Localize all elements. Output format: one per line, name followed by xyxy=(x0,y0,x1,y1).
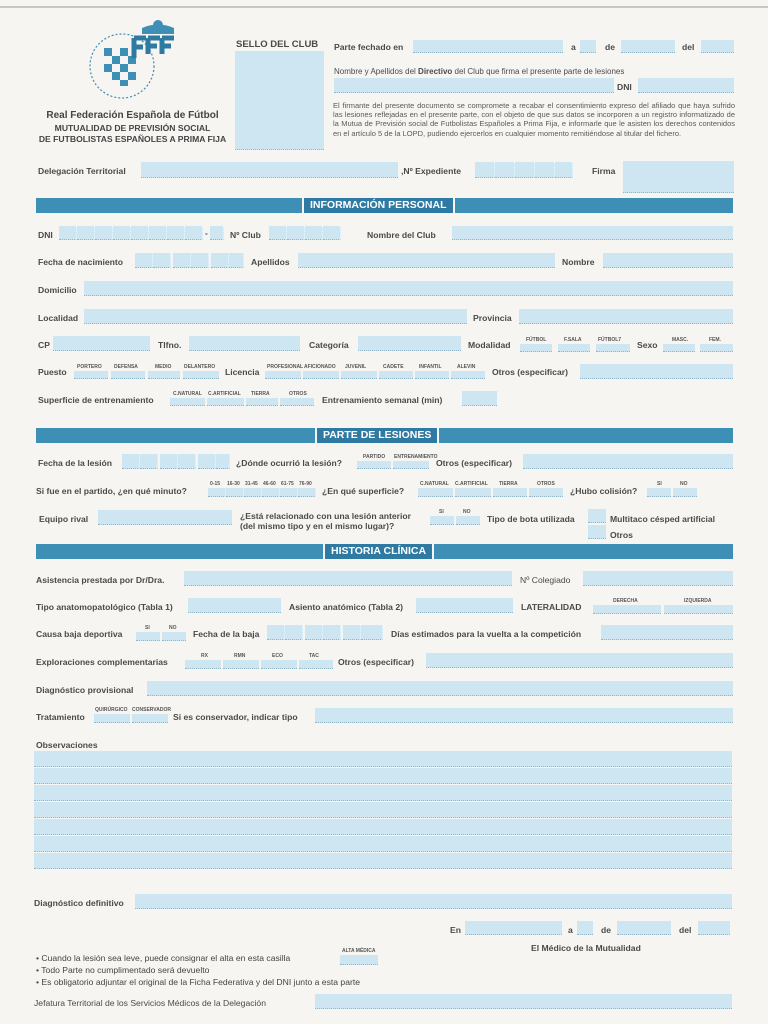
trat-opt-quirurgico: QUIRÚRGICO xyxy=(95,707,128,713)
colision-box-si[interactable] xyxy=(647,488,671,497)
fecha-lesion-cell[interactable] xyxy=(122,454,140,469)
sup-lesion-box-artificial[interactable] xyxy=(455,488,491,497)
fecha-baja-cell[interactable] xyxy=(361,625,383,640)
observaciones-line[interactable] xyxy=(34,836,732,852)
dni-cell[interactable] xyxy=(77,226,95,240)
superficie-box-otros[interactable] xyxy=(280,398,314,406)
otros-expl-field[interactable] xyxy=(426,653,733,668)
superficie-opt-artificial: C.ARTIFICIAL xyxy=(208,391,241,397)
dni-dash: - xyxy=(205,228,208,238)
localidad-label: Localidad xyxy=(38,313,79,323)
note-devuelto: • Todo Parte no cumplimentado será devuelto xyxy=(36,965,210,975)
fecha-baja-label: Fecha de la baja xyxy=(193,629,260,639)
superficie-box-artificial[interactable] xyxy=(207,398,244,406)
asiento-label: Asiento anatómico (Tabla 2) xyxy=(289,602,403,612)
otros-puesto-label: Otros (especificar) xyxy=(492,367,568,377)
superficie-label: Superficie de entrenamiento xyxy=(38,395,154,405)
licencia-box-infantil[interactable] xyxy=(415,371,449,379)
month-field[interactable] xyxy=(621,40,675,53)
tlfno-label: Tlfno. xyxy=(158,340,182,350)
equipo-rival-field[interactable] xyxy=(98,510,232,525)
consent-text: El firmante del presente documento se compromete a recabar el consentimiento expreso del afiliado que haya sufrido las lesiones reflejadas en el presente parte, con el objeto de que sus datos se incorporen a un registro informatizado de la Mutua de Previsión social de Futbolistas Españoles a Prima Fija, e informarle que le asisten los derechos contenidos en el artículo 5 de la LOPD, pudiendo ejercerlos en cualquier momento remitiéndose al titular del fichero. xyxy=(333,101,735,138)
footer-a-label: a xyxy=(568,925,573,935)
multitaco-box[interactable] xyxy=(588,509,606,523)
licencia-label: Licencia xyxy=(225,367,260,377)
diag-prov-label: Diagnóstico provisional xyxy=(36,685,134,695)
note-adjuntar: • Es obligatorio adjuntar el original de la Ficha Federativa y del DNI junto a esta parte xyxy=(36,977,361,987)
expl-box-rmn[interactable] xyxy=(223,660,259,669)
club-cell[interactable] xyxy=(305,226,323,240)
otros-donde-label: Otros (especificar) xyxy=(436,458,512,468)
birth-cell[interactable] xyxy=(211,253,229,268)
modalidad-opt-fsala: F.SALA xyxy=(564,337,582,343)
asistencia-field[interactable] xyxy=(184,571,512,586)
birth-cell[interactable] xyxy=(229,253,244,268)
licencia-opt-juvenil: JUVENIL xyxy=(345,364,367,370)
superficie-box-natural[interactable] xyxy=(170,398,205,406)
day-field[interactable] xyxy=(580,40,596,53)
otros-bota-box[interactable] xyxy=(588,525,606,539)
entrenamiento-field[interactable] xyxy=(462,391,497,406)
donde-box-partido[interactable] xyxy=(357,461,391,469)
footer-del-label: del xyxy=(679,925,692,935)
jefatura-label: Jefatura Territorial de los Servicios Médicos de la Delegación xyxy=(34,998,266,1008)
colegiado-label: Nº Colegiado xyxy=(520,575,571,585)
birth-cell[interactable] xyxy=(173,253,191,268)
no-club-label: Nº Club xyxy=(230,230,261,240)
fecha-baja-cell[interactable] xyxy=(323,625,341,640)
relacionado-box-no[interactable] xyxy=(456,516,480,525)
dni-cell[interactable] xyxy=(113,226,131,240)
expediente-cell[interactable] xyxy=(555,162,573,178)
alta-medica-label: ALTA MÉDICA xyxy=(342,948,376,954)
note-leve: • Cuando la lesión sea leve, puede consignar el alta en esta casilla xyxy=(36,953,291,963)
expediente-cell[interactable] xyxy=(495,162,515,178)
expediente-cell[interactable] xyxy=(535,162,555,178)
licencia-box-alevin[interactable] xyxy=(451,371,485,379)
licencia-box-cadete[interactable] xyxy=(379,371,413,379)
minuto-box[interactable] xyxy=(226,488,244,497)
relacionado-opt-no: NO xyxy=(463,509,471,515)
dni-label: DNI xyxy=(38,230,53,240)
puesto-label: Puesto xyxy=(38,367,67,377)
alta-medica-box[interactable] xyxy=(340,955,378,965)
exploraciones-label: Exploraciones complementarias xyxy=(36,657,168,667)
fecha-lesion-cell[interactable] xyxy=(198,454,216,469)
relacionado-label-1: ¿Está relacionado con una lesión anterior xyxy=(240,511,411,521)
expl-opt-tac: TAC xyxy=(309,653,319,659)
puesto-opt-defensa: DEFENSA xyxy=(114,364,138,370)
scan-edge-line xyxy=(0,6,768,8)
footer-de-label: de xyxy=(601,925,612,935)
causa-opt-no: NO xyxy=(169,625,177,631)
sup-lesion-opt-natural: C.NATURAL xyxy=(420,481,449,487)
causa-box-si[interactable] xyxy=(136,632,160,641)
otros-donde-field[interactable] xyxy=(523,454,733,469)
expediente-cell[interactable] xyxy=(475,162,495,178)
donde-box-entrenamiento[interactable] xyxy=(393,461,429,469)
fecha-lesion-cell[interactable] xyxy=(178,454,196,469)
puesto-box-medio[interactable] xyxy=(148,371,180,379)
footer-year-field[interactable] xyxy=(698,921,730,935)
apellidos-field[interactable] xyxy=(298,253,555,268)
trat-box-conservador[interactable] xyxy=(132,714,168,723)
minuto-box[interactable] xyxy=(298,488,316,497)
fecha-lesion-label: Fecha de la lesión xyxy=(38,458,113,468)
modalidad-box-futbol[interactable] xyxy=(520,344,552,352)
relacionado-box-si[interactable] xyxy=(430,516,454,525)
sexo-box-fem[interactable] xyxy=(700,344,733,352)
minuto-opt: 31-45 xyxy=(245,481,258,487)
delegacion-label: Delegación Territorial xyxy=(38,166,126,176)
superficie-opt-otros: OTROS xyxy=(289,391,307,397)
causa-box-no[interactable] xyxy=(162,632,186,641)
birth-cell[interactable] xyxy=(135,253,153,268)
licencia-box-juvenil[interactable] xyxy=(341,371,377,379)
club-cell[interactable] xyxy=(287,226,305,240)
section-band-personal xyxy=(36,198,733,213)
puesto-box-portero[interactable] xyxy=(74,371,108,379)
minuto-box[interactable] xyxy=(280,488,298,497)
lateralidad-label: LATERALIDAD xyxy=(521,602,582,612)
dias-label: Días estimados para la vuelta a la competición xyxy=(391,629,582,639)
diag-def-field[interactable] xyxy=(135,894,732,909)
puesto-box-delantero[interactable] xyxy=(183,371,219,379)
expediente-label: ,Nº Expediente xyxy=(401,166,461,176)
footer-month-field[interactable] xyxy=(617,921,671,935)
licencia-opt-cadete: CADETE xyxy=(383,364,404,370)
dni-cell[interactable] xyxy=(131,226,149,240)
superficie-opt-tierra: TIERRA xyxy=(251,391,270,397)
tlfno-field[interactable] xyxy=(189,336,300,351)
medico-label: El Médico de la Mutualidad xyxy=(531,943,641,953)
domicilio-label: Domicilio xyxy=(38,285,77,295)
footer-en-label: En xyxy=(450,925,461,935)
expl-box-rx[interactable] xyxy=(185,660,221,669)
sexo-opt-masc: MASC. xyxy=(672,337,689,343)
org-sub2: DE FUTBOLISTAS ESPAÑOLES A PRIMA FIJA xyxy=(38,134,227,144)
puesto-opt-portero: PORTERO xyxy=(77,364,102,370)
causa-opt-si: SI xyxy=(145,625,150,631)
lat-box-izquierda[interactable] xyxy=(664,605,733,614)
colision-opt-si: SI xyxy=(657,481,662,487)
delegacion-field[interactable] xyxy=(141,162,398,178)
sello-field[interactable] xyxy=(235,51,324,150)
nombre-label: Nombre xyxy=(562,257,595,267)
localidad-field[interactable] xyxy=(84,309,467,324)
footer-place-field[interactable] xyxy=(465,921,562,935)
directivo-name-field[interactable] xyxy=(334,78,614,93)
sup-lesion-box-otros[interactable] xyxy=(529,488,563,497)
de-label: de xyxy=(605,42,616,52)
categoria-label: Categoría xyxy=(309,340,349,350)
provincia-label: Provincia xyxy=(473,313,512,323)
club-cell[interactable] xyxy=(323,226,341,240)
licencia-opt-aficionado: AFICIONADO xyxy=(304,364,336,370)
tipo-anat-field[interactable] xyxy=(188,598,281,613)
superficie-box-tierra[interactable] xyxy=(246,398,278,406)
observaciones-line[interactable] xyxy=(34,785,732,801)
birth-cell[interactable] xyxy=(153,253,171,268)
fecha-nacimiento-label: Fecha de nacimiento xyxy=(38,257,124,267)
minuto-opt: 76-90 xyxy=(299,481,312,487)
fecha-lesion-cell[interactable] xyxy=(160,454,178,469)
licencia-opt-profesional: PROFESIONAL xyxy=(267,364,304,370)
del-label: del xyxy=(682,42,695,52)
dni-letter-cell[interactable] xyxy=(210,226,224,240)
sexo-label: Sexo xyxy=(637,340,658,350)
section-title-historia: HISTORIA CLÍNICA xyxy=(323,544,434,559)
conservador-field[interactable] xyxy=(315,708,733,723)
minuto-box[interactable] xyxy=(208,488,226,497)
observaciones-line[interactable] xyxy=(34,819,732,835)
section-title-personal: INFORMACIÓN PERSONAL xyxy=(302,198,455,213)
expl-opt-rx: RX xyxy=(201,653,208,659)
firma-field[interactable] xyxy=(623,161,734,193)
dni-cell[interactable] xyxy=(149,226,167,240)
licencia-box-profesional[interactable] xyxy=(265,371,301,379)
observaciones-label: Observaciones xyxy=(36,740,98,750)
a-label: a xyxy=(571,42,576,52)
sello-label: SELLO DEL CLUB xyxy=(236,39,319,50)
relacionado-label-2: (del mismo tipo y en el mismo lugar)? xyxy=(240,521,395,531)
donde-opt-partido: PARTIDO xyxy=(363,454,386,460)
fecha-baja-cell[interactable] xyxy=(267,625,285,640)
donde-label: ¿Dónde ocurrió la lesión? xyxy=(236,458,342,468)
minuto-opt: 0-15 xyxy=(210,481,221,487)
parte-fechado-label: Parte fechado en xyxy=(334,42,404,52)
jefatura-field[interactable] xyxy=(315,994,732,1009)
licencia-opt-infantil: INFANTIL xyxy=(419,364,442,370)
superficie-lesion-label: ¿En qué superficie? xyxy=(322,486,405,496)
apellidos-label: Apellidos xyxy=(251,257,290,267)
section-title-lesiones: PARTE DE LESIONES xyxy=(315,428,439,443)
modalidad-opt-futbol: FÚTBOL xyxy=(526,337,547,343)
licencia-box-aficionado[interactable] xyxy=(303,371,339,379)
minuto-opt: 46-60 xyxy=(263,481,276,487)
footer-day-field[interactable] xyxy=(577,921,593,935)
observaciones-line[interactable] xyxy=(34,751,732,767)
expl-opt-rmn: RMN xyxy=(234,653,246,659)
dni-cell[interactable] xyxy=(59,226,77,240)
puesto-opt-delantero: DELANTERO xyxy=(184,364,216,370)
expediente-cell[interactable] xyxy=(515,162,535,178)
minuto-box[interactable] xyxy=(244,488,262,497)
cp-label: CP xyxy=(38,340,50,350)
otros-puesto-field[interactable] xyxy=(580,364,733,379)
directivo-label: Nombre y Apellidos del Directivo del Club que firma el presente parte de lesiones xyxy=(334,67,625,76)
fecha-baja-cell[interactable] xyxy=(343,625,361,640)
sexo-opt-fem: FEM. xyxy=(709,337,721,343)
dni-cell[interactable] xyxy=(95,226,113,240)
observaciones-line[interactable] xyxy=(34,768,732,784)
trat-opt-conservador: CONSERVADOR xyxy=(132,707,171,713)
fecha-lesion-cell[interactable] xyxy=(140,454,158,469)
lat-opt-derecha: DERECHA xyxy=(613,598,638,604)
colision-opt-no: NO xyxy=(680,481,688,487)
superficie-opt-natural: C.NATURAL xyxy=(173,391,202,397)
entrenamiento-label: Entrenamiento semanal (min) xyxy=(322,395,443,405)
equipo-rival-label: Equipo rival xyxy=(39,514,89,524)
causa-baja-label: Causa baja deportiva xyxy=(36,629,123,639)
domicilio-field[interactable] xyxy=(84,281,733,296)
tipo-anat-label: Tipo anatomopatológico (Tabla 1) xyxy=(36,602,173,612)
categoria-field[interactable] xyxy=(358,336,461,351)
fecha-lesion-cell[interactable] xyxy=(216,454,230,469)
donde-opt-entrenamiento: ENTRENAMIENTO xyxy=(394,454,438,460)
directivo-dni-label: DNI xyxy=(617,82,632,92)
org-sub1: MUTUALIDAD DE PREVISIÓN SOCIAL xyxy=(54,123,211,133)
directivo-dni-field[interactable] xyxy=(638,78,734,93)
otros-expl-label: Otros (especificar) xyxy=(338,657,414,667)
rfef-logo-icon xyxy=(82,18,182,106)
minuto-box[interactable] xyxy=(262,488,280,497)
sup-lesion-box-tierra[interactable] xyxy=(493,488,527,497)
minuto-label: Si fue en el partido, ¿en qué minuto? xyxy=(36,486,187,496)
diag-prov-field[interactable] xyxy=(147,681,733,696)
asiento-field[interactable] xyxy=(416,598,513,613)
relacionado-opt-si: SI xyxy=(439,509,444,515)
nombre-club-field[interactable] xyxy=(452,226,733,240)
trat-box-quirurgico[interactable] xyxy=(94,714,130,723)
provincia-field[interactable] xyxy=(519,309,733,324)
dias-field[interactable] xyxy=(601,625,733,640)
modalidad-opt-futbol7: FÚTBOL7 xyxy=(598,337,622,343)
observaciones-line[interactable] xyxy=(34,853,732,869)
modalidad-box-futbol7[interactable] xyxy=(596,344,630,352)
org-name: Real Federación Española de Fútbol xyxy=(46,110,219,121)
expl-box-eco[interactable] xyxy=(261,660,297,669)
puesto-opt-medio: MEDIO xyxy=(155,364,172,370)
bota-label: Tipo de bota utilizada xyxy=(487,514,575,524)
sup-lesion-opt-artificial: C.ARTIFICIAL xyxy=(455,481,488,487)
conservador-label: Si es conservador, indicar tipo xyxy=(173,712,298,722)
colision-box-no[interactable] xyxy=(673,488,697,497)
diag-def-label: Diagnóstico definitivo xyxy=(34,898,124,908)
sup-lesion-opt-tierra: TIERRA xyxy=(499,481,518,487)
year-field[interactable] xyxy=(701,40,734,53)
asistencia-label: Asistencia prestada por Dr/Dra. xyxy=(36,575,165,585)
minuto-opt: 61-75 xyxy=(281,481,294,487)
observaciones-line[interactable] xyxy=(34,802,732,818)
puesto-box-defensa[interactable] xyxy=(111,371,145,379)
multitaco-label: Multitaco césped artificial xyxy=(610,514,716,524)
minuto-opt: 16-30 xyxy=(227,481,240,487)
licencia-opt-alevin: ALEVIN xyxy=(457,364,476,370)
lat-box-derecha[interactable] xyxy=(593,605,661,614)
sup-lesion-opt-otros: OTROS xyxy=(537,481,555,487)
sexo-box-masc[interactable] xyxy=(663,344,695,352)
firma-label: Firma xyxy=(592,166,616,176)
section-band-historia xyxy=(36,544,733,559)
fecha-baja-cell[interactable] xyxy=(305,625,323,640)
colision-label: ¿Hubo colisión? xyxy=(570,486,638,496)
section-band-lesiones xyxy=(36,428,733,443)
dni-cell[interactable] xyxy=(185,226,203,240)
nombre-field[interactable] xyxy=(603,253,733,268)
fecha-baja-cell[interactable] xyxy=(285,625,303,640)
colegiado-field[interactable] xyxy=(583,571,733,586)
sup-lesion-box-natural[interactable] xyxy=(418,488,453,497)
parte-fechado-field[interactable] xyxy=(413,40,563,53)
tratamiento-label: Tratamiento xyxy=(36,712,85,722)
expl-opt-eco: ECO xyxy=(272,653,283,659)
modalidad-label: Modalidad xyxy=(468,340,511,350)
otros-bota-label: Otros xyxy=(610,530,633,540)
cp-field[interactable] xyxy=(53,336,150,351)
birth-cell[interactable] xyxy=(191,253,209,268)
dni-cell[interactable] xyxy=(167,226,185,240)
nombre-club-label: Nombre del Club xyxy=(367,230,436,240)
lat-opt-izquierda: IZQUIERDA xyxy=(684,598,712,604)
expl-box-tac[interactable] xyxy=(299,660,333,669)
modalidad-box-fsala[interactable] xyxy=(558,344,590,352)
club-cell[interactable] xyxy=(269,226,287,240)
